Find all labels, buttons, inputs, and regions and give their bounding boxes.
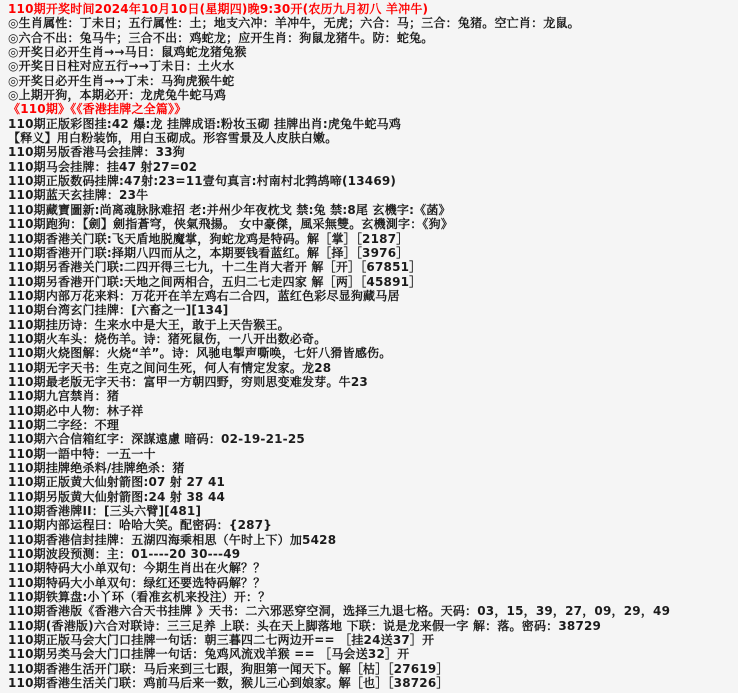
running-dog-line: 110期跑狗：【劍】劍指蒼穹，侠氣飛揚。 女中豪傑，風采無雙。玄機測字：《狗》 [8, 217, 454, 232]
alt-hk-jockey-club-line: 110期另版香港马会挂牌：33狗 [8, 145, 185, 160]
train-head-line: 110期火车头：烧伤羊。诗：猪死鼠伤，一八开出数必奇。 [8, 331, 327, 346]
section-title-full-edition: 《110期》《《香港挂牌之全篇》》 [8, 102, 187, 117]
liuhe-exclusion-line: ◎六合不出：兔马牛；三合不出：鸡蛇龙；应开生肖：狗鼠龙猪牛。防：蛇兔。 [8, 30, 434, 45]
alt-hk-opening-couplet-line: 110期另香港开门联:天地之间两相合，五归二七走四家 解［两］［45891］ [8, 274, 422, 289]
mailbox-red-words-line: 110期六合信箱红字：深謀遠慮 暗码：02-19-21-25 [8, 432, 305, 447]
hk-opening-couplet-line: 110期香港开门联:择期八四而从之，本期要钱看蓝红。解［择］［3976］ [8, 245, 409, 260]
heaven-book-line: 110期香港版《香港六合天书挂牌 》天书：二六邪恶穿空洞，选择三九退七格。天码：03，15，39，27，09，29，49 [8, 604, 671, 619]
digital-board-line: 110期正版数码挂牌:47射:23=11壹句真言:村南村北鹁鸪啼(13469) [8, 174, 397, 189]
special-size-oddeven-line-2: 110期特码大小单双句：绿红还要选特码解？？ [8, 575, 266, 590]
ninepalace-forbidden-line: 110期九宫禁肖：猪 [8, 389, 120, 404]
huangdaxian-arrow-line: 110期正版黄大仙射箭图:07 射 27 41 [8, 475, 226, 490]
calendar-poem-line: 110期挂历诗：生来水中是大王，敢于上天告猴王。 [8, 317, 290, 332]
hk-closing-couplet-line: 110期香港关门联:飞天盾地脱魔掌，狗蛇龙鸡是特码。解［掌］［2187］ [8, 231, 409, 246]
last-period-line: ◎上期开狗，本期必开：龙虎兔牛蛇马鸡 [8, 88, 227, 103]
couplet-poem-line: 110期(香港版)六合对联诗：三三足养 上联：头在天上脚落地 下联：说是龙来假一字 解：落。密码：38729 [8, 618, 602, 633]
treasure-map-line: 110期藏寶圖新:尚离魂脉脉难招 老:并州少年夜枕戈 禁:兔 禁:8尾 玄機字:《菡》 [8, 202, 451, 217]
internal-fortune-line: 110期内部运程曰：哈哈大笑。配密码：{287} [8, 518, 272, 533]
board-kill-line: 110期挂牌绝杀料/挂牌绝杀：猪 [8, 461, 185, 475]
alt-huangdaxian-arrow-line: 110期另版黄大仙射箭图:24 射 38 44 [8, 489, 226, 504]
must-hit-person-line: 110期必中人物：林子祥 [8, 403, 144, 418]
one-phrase-special-line: 110期一語中特：一五一十 [8, 446, 156, 461]
wordless-book-line: 110期无字天书：生克之间问生死，何人有情定发家。龙28 [8, 360, 332, 375]
gate-board-phrase-line: 110期正版马会大门口挂牌一句话：朝三暮四二七两边开== ［挂24送37］开 [8, 633, 435, 648]
day-pillar-elements-line: ◎开奖日日柱对应五行→→丁未日：土火水 [8, 59, 235, 74]
must-open-zodiac-line: ◎开奖日必开生肖→→马日：鼠鸡蛇龙猪兔猴 [8, 45, 247, 60]
hk-card-ii-line: 110期香港牌II：[三头六臂][481] [8, 504, 202, 519]
alt-hk-closing-couplet-line: 110期另香港关门联:二四开得三七九，十二生肖大者开 解［开］［67851］ [8, 260, 422, 275]
hk-envelope-board-line: 110期香港信封挂牌：五湖四海乘相思（午时上下）加5428 [8, 532, 337, 547]
color-chart-line: 110期正版彩图挂:42 爆:龙 挂牌成语:粉妆玉砌 挂牌出肖:虎兔牛蛇马鸡 [8, 116, 402, 131]
iron-abacus-line: 110期铁算盘:小丫环（看准玄机来投注）开：？ [8, 590, 271, 605]
taiwan-board-line: 110期台湾玄门挂牌：[六畜之一][134] [8, 303, 229, 318]
jockey-club-board-line: 110期马会挂牌：挂47 射27=02 [8, 159, 198, 174]
band-prediction-line: 110期波段预测：主：01----20 30---49 [8, 547, 241, 562]
special-size-oddeven-line-1: 110期特码大小单双句：今期生肖出在火解？？ [8, 561, 266, 576]
idiom-explanation-line: 【释义】用白粉装饰，用白玉砌成。形容雪景及人皮肤白嫩。 [8, 131, 338, 146]
alt-gate-board-phrase-line: 110期另类马会大门口挂牌一句话：兔鸡风流戏羊猴 == ［马会送32］开 [8, 647, 410, 662]
draw-time-header: 110期开奖时间2024年10月10日(星期四)晚9:30开(农历九月初八 羊冲牛) [8, 2, 429, 16]
oldest-wordless-book-line: 110期最老版无字天书：富甲一方朝四野，穷则思变难发芽。牛23 [8, 374, 368, 389]
hk-life-opening-couplet-line: 110期香港生活开门联：马后来到三七跟，狗胆第一闻天下。解［枯］［27619］ [8, 661, 449, 676]
hk-life-closing-couplet-line: 110期香港生活关门联：鸡前马后来一数，猴儿三心到娘家。解［也］［38726］ [8, 676, 449, 691]
internal-flower-tip-line: 110期内部万花来料：万花开在羊左鸡右二合四，蓝红色彩尽显狗藏马居 [8, 288, 400, 303]
zodiac-attributes-line: ◎生肖属性：丁未日；五行属性：土；地支六冲：羊冲牛，无虎；六合：马；三合：兔猪。空亡肖：龙鼠。 [8, 16, 580, 31]
two-word-scripture-line: 110期二字经：不理 [8, 417, 120, 432]
blue-sky-board-line: 110期蓝天玄挂牌：23牛 [8, 188, 149, 203]
fire-diagram-line: 110期火烧图解：火烧“羊”。诗：风驰电掣声嘶唤，七奸八猾皆感伤。 [8, 346, 392, 361]
dingwei-zodiac-line: ◎开奖日必开生肖→→丁未：马狗虎猴牛蛇 [8, 73, 235, 88]
